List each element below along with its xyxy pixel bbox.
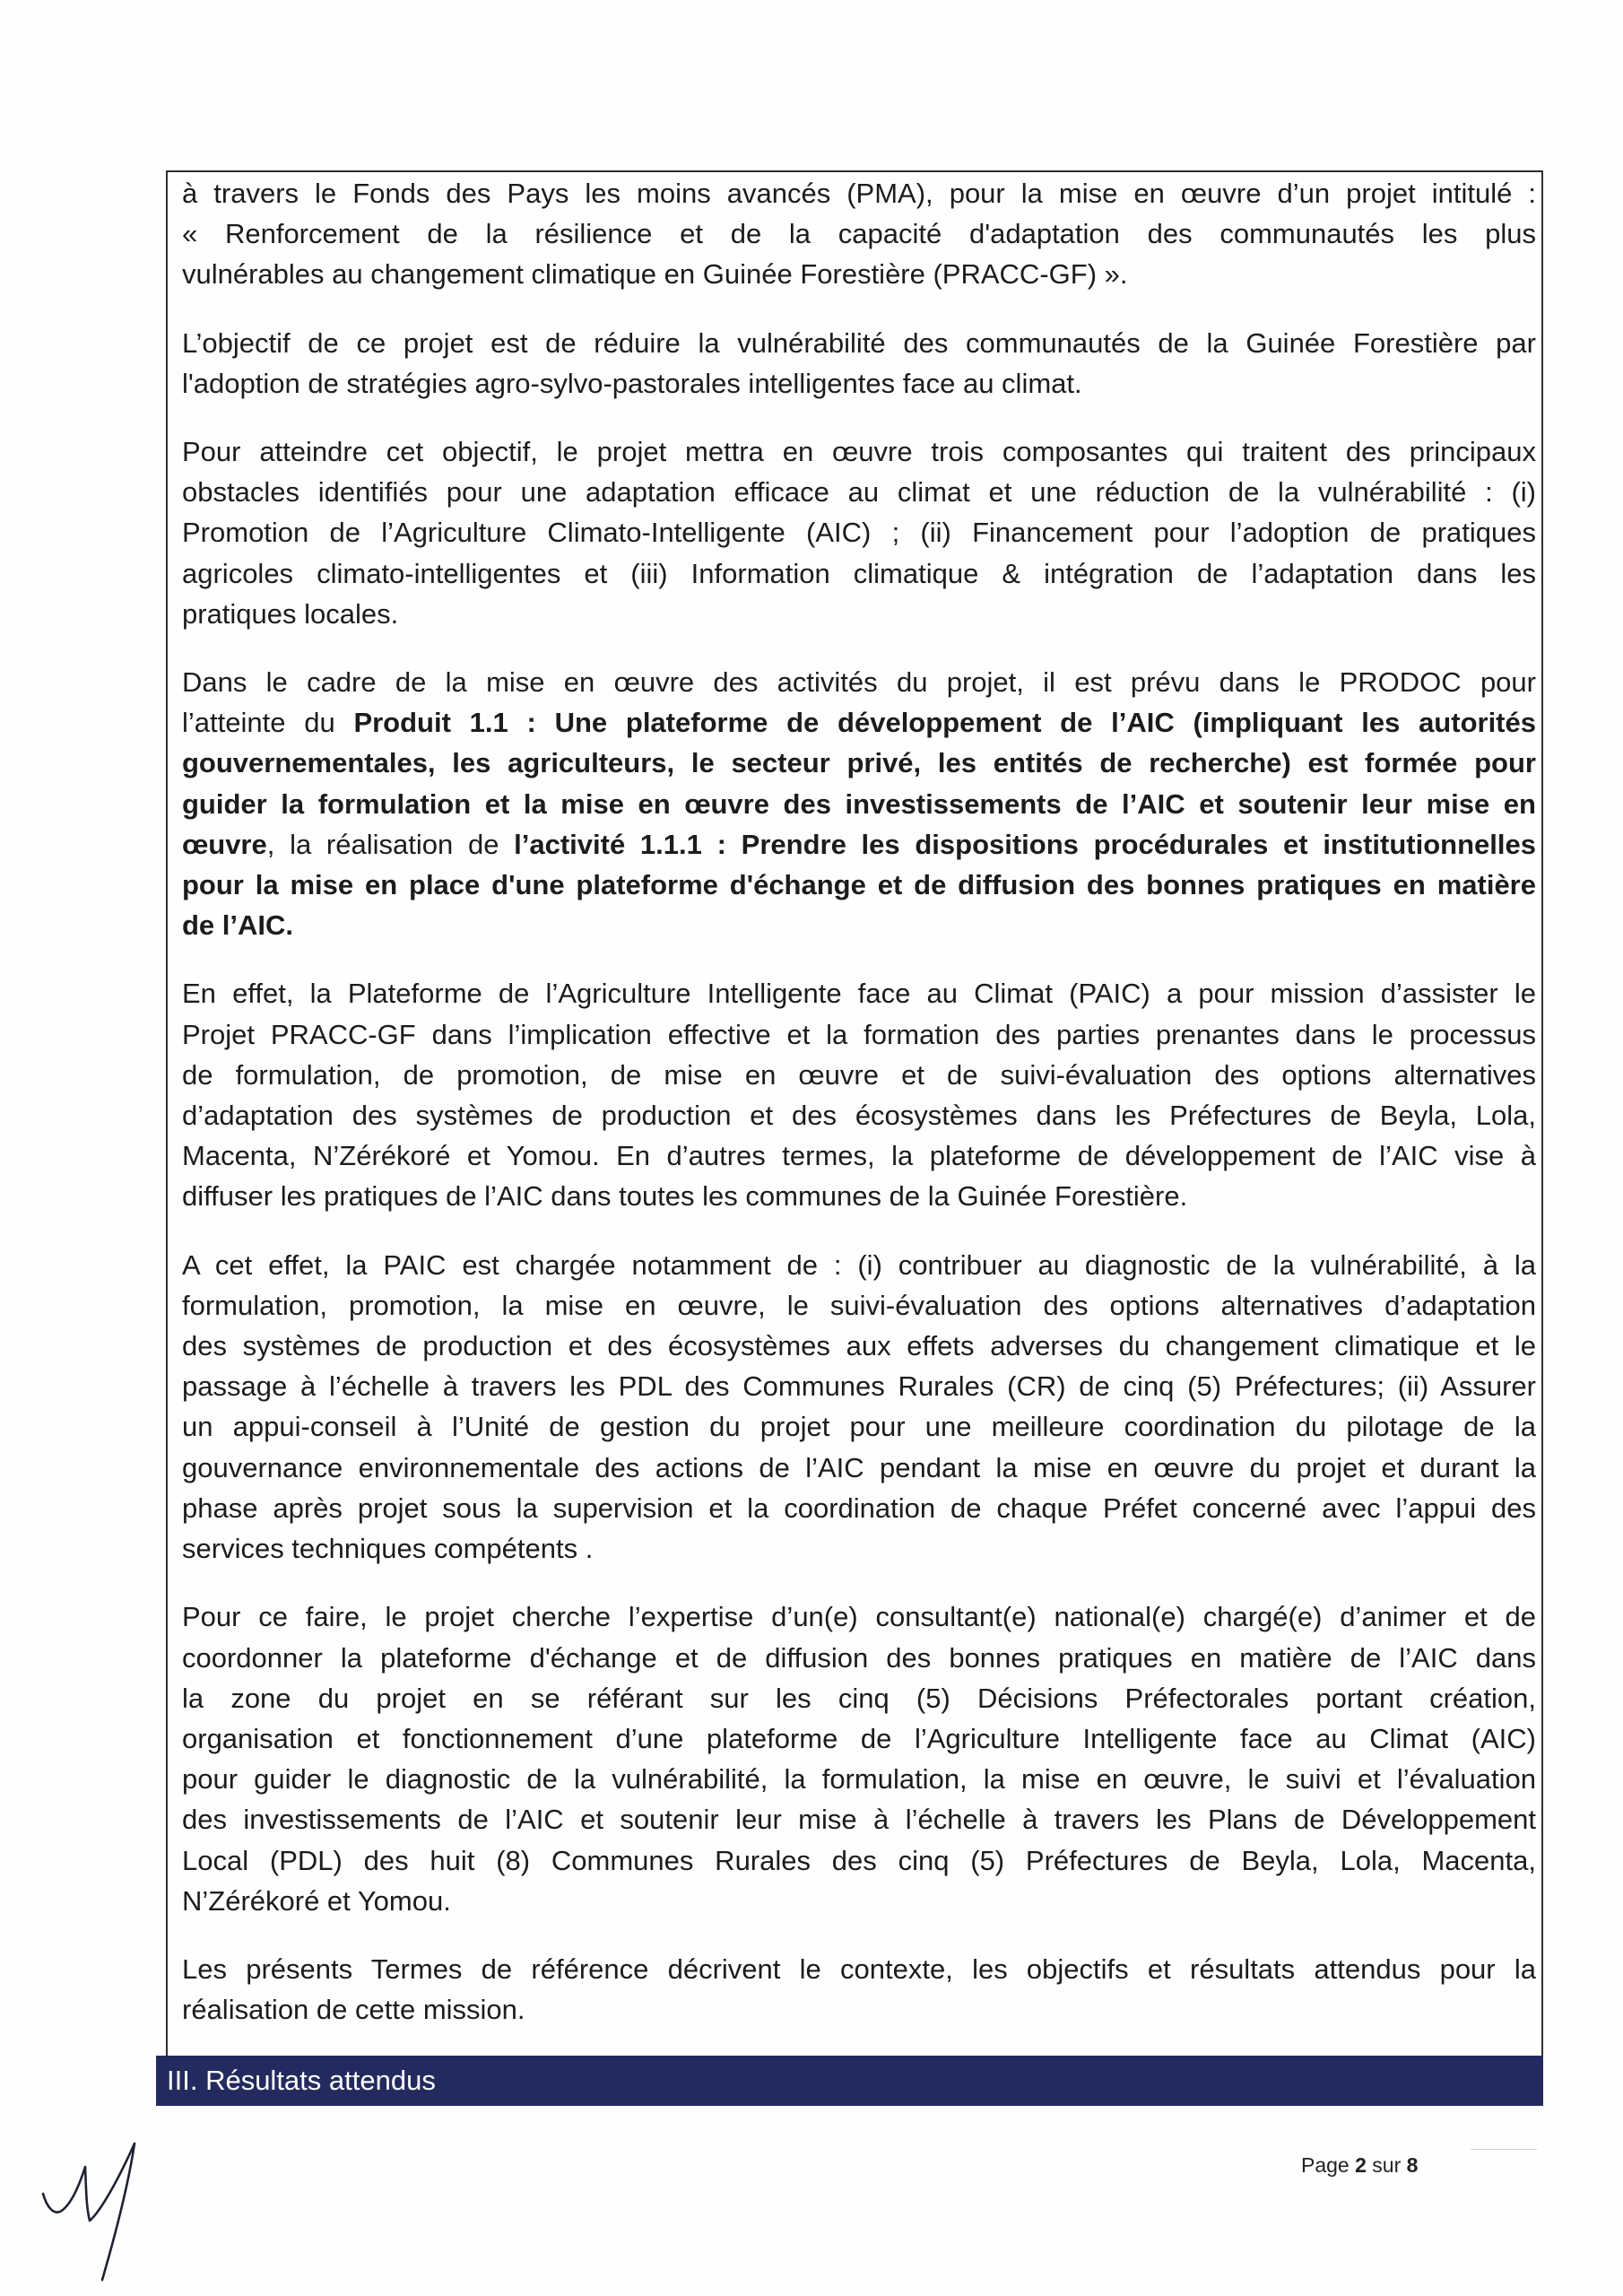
text-line: la zone du projet en se référant sur les cinq (5) Décisions Préfectorales portant création,: [182, 1682, 1536, 1714]
paragraph: [182, 323, 1536, 404]
text-line: Pour ce faire, le projet cherche l’expertise d’un(e) consultant(e) national(e) chargé(e) d’animer et de: [182, 1601, 1536, 1633]
text-line: obstacles identifiés pour une adaptation efficace au climat et une réduction de la vulnérabilité : (i): [182, 476, 1536, 509]
footer-rule: [1471, 2149, 1537, 2150]
text-line: En effet, la Plateforme de l’Agriculture Intelligente face au Climat (PAIC) a pour mission d’assister le: [182, 978, 1536, 1010]
section-heading: III. Résultats attendus: [167, 2065, 436, 2096]
page-number: [1301, 2152, 1418, 2178]
text-line: N’Zérékoré et Yomou.: [182, 1884, 451, 1917]
text-line: phase après projet sous la supervision et la coordination de chaque Préfet concerné avec l’appui des: [182, 1492, 1536, 1524]
text-line: [182, 702, 1536, 743]
text-line: L’objectif de ce projet est de réduire la vulnérabilité des communautés de la Guinée Forestière par: [182, 326, 1536, 359]
text-line: de formulation, de promotion, de mise en œuvre et de suivi-évaluation des options alternatives: [182, 1058, 1536, 1091]
section-heading-bar: [156, 2056, 1543, 2106]
text-line: passage à l’échelle à travers les PDL des Communes Rurales (CR) de cinq (5) Préfectures; (ii) Assurer: [182, 1370, 1536, 1403]
paragraph: [182, 1245, 1536, 1570]
text-line: Local (PDL) des huit (8) Communes Rurales des cinq (5) Préfectures de Beyla, Lola, Macenta,: [182, 1844, 1536, 1876]
text-line: Les présents Termes de référence décrivent le contexte, les objectifs et résultats attendus pour la: [182, 1952, 1536, 1985]
bold-text-line: guider la formulation et la mise en œuvre des investissements de l’AIC et soutenir leur mise en: [182, 787, 1536, 820]
bold-text-line: pour la mise en place d'une plateforme d'échange et de diffusion des bonnes pratiques en matière: [182, 869, 1536, 901]
paragraph: [182, 973, 1536, 1216]
text-line: coordonner la plateforme d'échange et de diffusion des bonnes pratiques en matière de l’AIC dans: [182, 1641, 1536, 1674]
page-label: Page: [1301, 2153, 1350, 2177]
text-line: A cet effet, la PAIC est chargée notamment de : (i) contribuer au diagnostic de la vulnérabilité, à la: [182, 1248, 1536, 1281]
text-line: Macenta, N’Zérékoré et Yomou. En d’autres termes, la plateforme de développement de l’AIC vise à: [182, 1140, 1536, 1172]
text-line: à travers le Fonds des Pays les moins avancés (PMA), pour la mise en œuvre d’un projet intitulé :: [182, 178, 1536, 209]
bold-text-run: œuvre: [182, 828, 267, 860]
total-pages-number: 8: [1406, 2153, 1419, 2177]
text-line: l'adoption de stratégies agro-sylvo-pastorales intelligentes face au climat.: [182, 367, 1082, 399]
handwritten-signature: [36, 2135, 152, 2287]
text-line: vulnérables au changement climatique en Guinée Forestière (PRACC-GF) ».: [182, 258, 1128, 291]
bold-text-run: l’activité 1.1.1 : Prendre les dispositions procédurales et institutionnelles: [514, 828, 1536, 860]
text-frame: [166, 170, 1543, 2056]
paragraph: [182, 1596, 1536, 1921]
bold-text-line: de l’AIC.: [182, 909, 294, 942]
paragraph: [182, 431, 1536, 634]
text-line: organisation et fonctionnement d’une plateforme de l’Agriculture Intelligente face au Climat (AIC): [182, 1722, 1536, 1754]
text-line: un appui-conseil à l’Unité de gestion du projet pour une meilleure coordination du pilotage de la: [182, 1411, 1536, 1443]
text-line: services techniques compétents .: [182, 1533, 594, 1565]
current-page-number: 2: [1355, 2153, 1367, 2177]
text-line: « Renforcement de la résilience et de la capacité d'adaptation des communautés les plus: [182, 218, 1536, 250]
text-line: Pour atteindre cet objectif, le projet mettra en œuvre trois composantes qui traitent des principaux: [182, 436, 1536, 468]
bold-text-run: Produit 1.1 : Une plateforme de développement de l’AIC (impliquant les autorités: [353, 707, 1536, 739]
text-run: l’atteinte du: [182, 707, 354, 739]
text-line: pour guider le diagnostic de la vulnérabilité, la formulation, la mise en œuvre, le suivi et l’évaluation: [182, 1763, 1536, 1796]
paragraph: [182, 173, 1536, 295]
bold-text-line: gouvernementales, les agriculteurs, le secteur privé, les entités de recherche) est formée pour: [182, 747, 1536, 779]
text-line: pratiques locales.: [182, 597, 399, 630]
text-line: des systèmes de production et des écosystèmes aux effets adverses du changement climatique et le: [182, 1330, 1536, 1362]
text-line: d’adaptation des systèmes de production et des écosystèmes dans les Préfectures de Beyla, Lola,: [182, 1100, 1536, 1132]
text-line: [182, 824, 1536, 865]
text-line: Projet PRACC-GF dans l’implication effective et la formation des parties prenantes dans le processus: [182, 1018, 1536, 1050]
text-line: formulation, promotion, la mise en œuvre, le suivi-évaluation des options alternatives d’adaptation: [182, 1289, 1536, 1321]
paragraph: [182, 662, 1536, 945]
text-line: des investissements de l’AIC et soutenir leur mise à l’échelle à travers les Plans de Développement: [182, 1804, 1536, 1836]
text-line: diffuser les pratiques de l’AIC dans toutes les communes de la Guinée Forestière.: [182, 1180, 1188, 1213]
text-run: , la réalisation de: [266, 828, 515, 860]
text-line: réalisation de cette mission.: [182, 1994, 525, 2026]
text-line: agricoles climato-intelligentes et (iii) Information climatique & intégration de l’adaptation dans les: [182, 557, 1536, 589]
text-line: gouvernance environnementale des actions de l’AIC pendant la mise en œuvre du projet et durant la: [182, 1451, 1536, 1483]
of-label: sur: [1372, 2153, 1402, 2177]
text-line: Dans le cadre de la mise en œuvre des activités du projet, il est prévu dans le PRODOC pour: [182, 666, 1536, 699]
paragraph: [182, 1949, 1536, 2030]
text-line: Promotion de l’Agriculture Climato-Intelligente (AIC) ; (ii) Financement pour l’adoption de pratiques: [182, 517, 1536, 549]
